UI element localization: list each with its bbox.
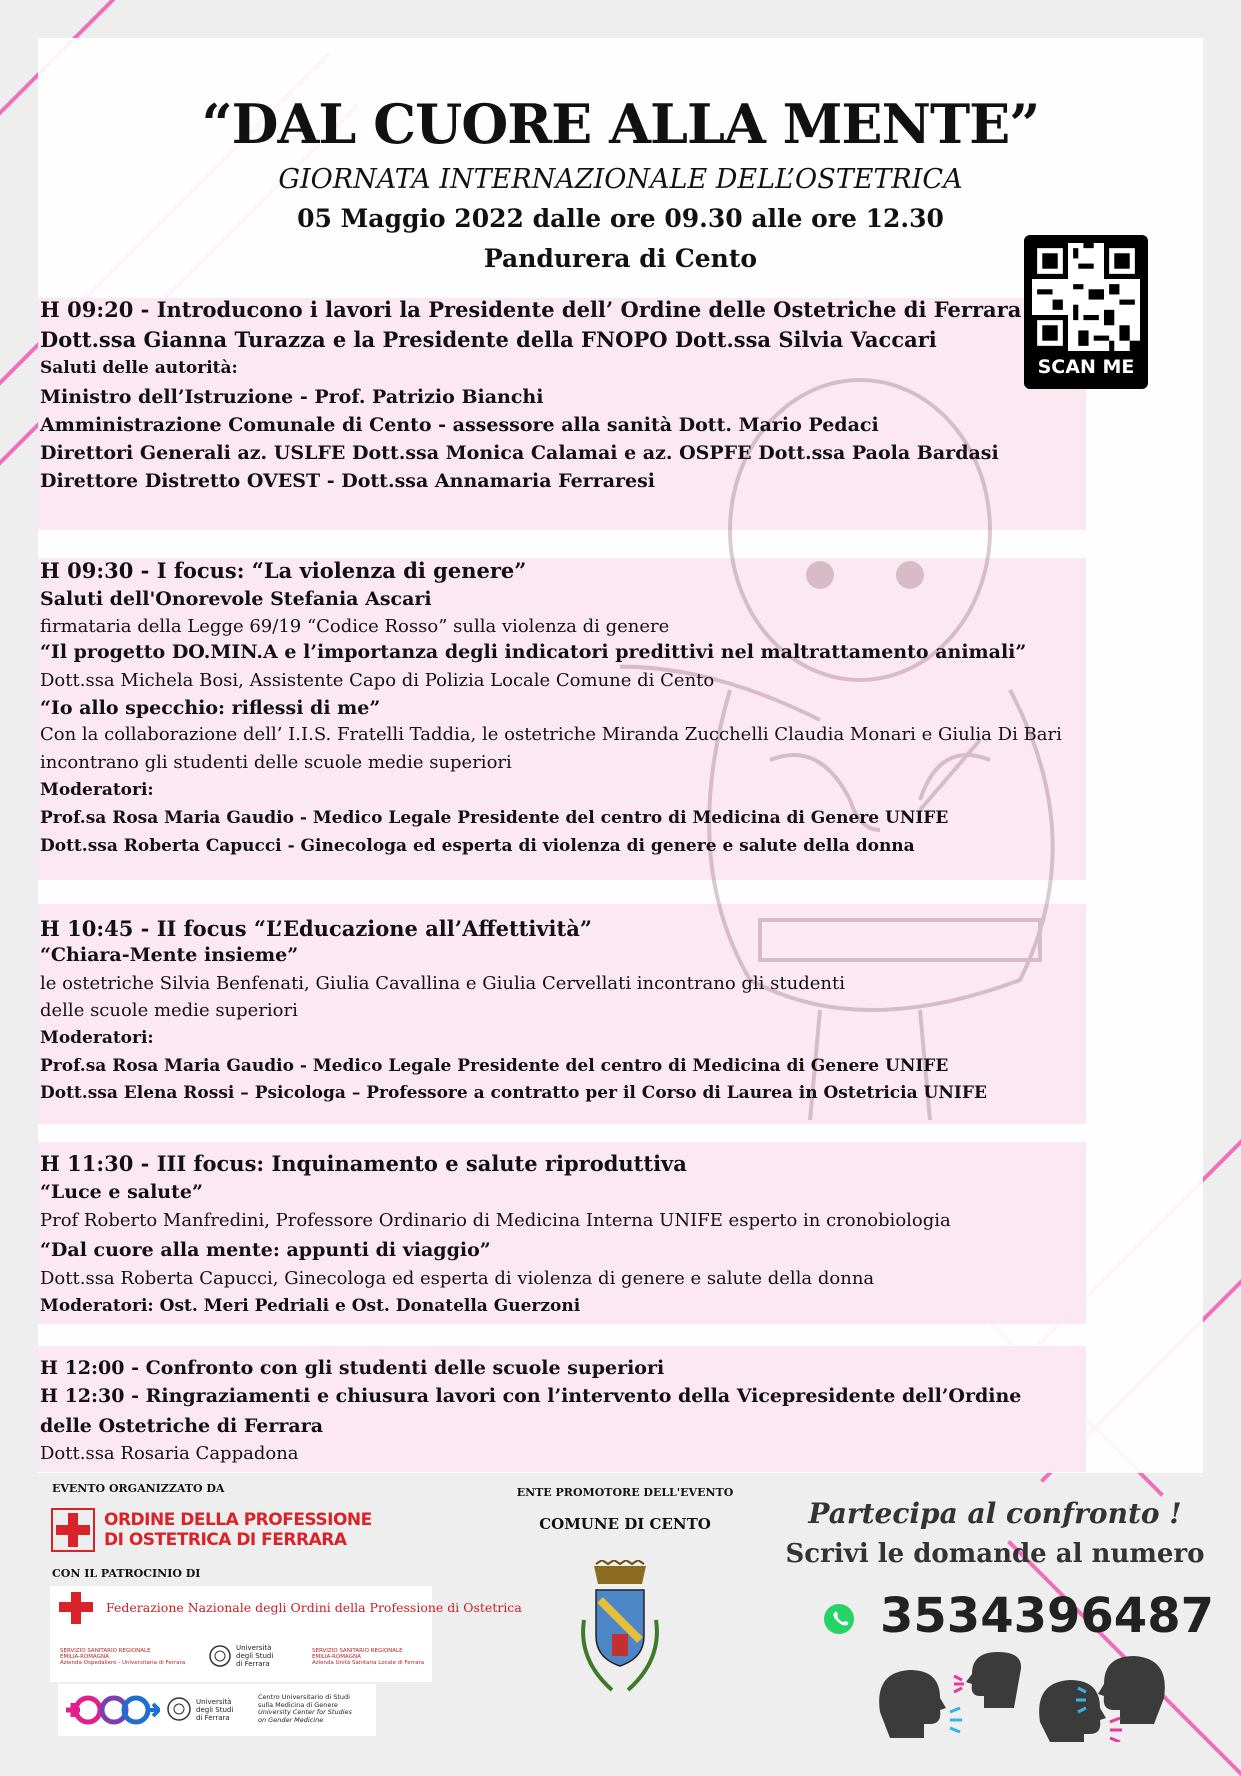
qr-label: SCAN ME xyxy=(1037,356,1135,378)
event-subtitle: GIORNATA INTERNAZIONALE DELL’OSTETRICA xyxy=(278,164,963,195)
figure-eye xyxy=(806,561,834,589)
program-line: Dott.ssa Elena Rossi – Psicologa – Professore a contratto per il Corso di Laurea in Ostetricia UNIFE xyxy=(40,1083,987,1103)
program-line: Moderatori: xyxy=(40,1028,154,1048)
unife-logo-text: Università degli Studi di Ferrara xyxy=(196,1698,234,1722)
qr-pattern xyxy=(1032,243,1140,351)
program-line: Dott.ssa Michela Bosi, Assistente Capo di Polizia Locale Comune di Cento xyxy=(40,670,715,691)
program-line: Moderatori: xyxy=(40,780,154,800)
program-line: Saluti delle autorità: xyxy=(40,358,238,378)
program-line: H 11:30 - III focus: Inquinamento e salute riproduttiva xyxy=(40,1151,687,1176)
program-line: delle Ostetriche di Ferrara xyxy=(40,1415,324,1437)
patronage-logos xyxy=(50,1586,522,1682)
organized-by-label: EVENTO ORGANIZZATO DA xyxy=(52,1482,225,1495)
gender-symbol-icon xyxy=(64,1692,160,1728)
program-line: Prof Roberto Manfredini, Professore Ordinario di Medicina Interna UNIFE esperto in cronobiologia xyxy=(40,1210,951,1231)
organizer-name-line2: DI OSTETRICA DI FERRARA xyxy=(104,1530,347,1550)
qr-code[interactable] xyxy=(1024,235,1148,389)
unife-seal-icon xyxy=(208,1644,232,1668)
speaking-heads-icon xyxy=(870,1652,1170,1742)
program-line: H 10:45 - II focus “L’Educazione all’Affettività” xyxy=(40,916,592,941)
program-line: le ostetriche Silvia Benfenati, Giulia Cavallina e Giulia Cervellati incontrano gli studenti xyxy=(40,973,845,994)
program-line: “Luce e salute” xyxy=(40,1181,203,1203)
program-line: Ministro dell’Istruzione - Prof. Patrizio Bianchi xyxy=(40,386,544,408)
event-date: 05 Maggio 2022 dalle ore 09.30 alle ore 12.30 xyxy=(297,204,944,233)
program-line: H 09:30 - I focus: “La violenza di genere” xyxy=(40,558,527,583)
comune-name: COMUNE DI CENTO xyxy=(539,1515,711,1533)
patronage-label: CON IL PATROCINIO DI xyxy=(52,1567,201,1580)
program-line: Dott.ssa Roberta Capucci, Ginecologa ed esperta di violenza di genere e salute della donna xyxy=(40,1268,875,1289)
ssr-logo-aou: SERVIZIO SANITARIO REGIONALE EMILIA-ROMAGNA Azienda Ospedaliero - Universitaria di Ferrara xyxy=(60,1648,186,1666)
unife-seal-icon xyxy=(166,1696,192,1722)
knitting-figure-illustration xyxy=(620,360,1180,1140)
organizer-name xyxy=(104,1510,372,1550)
program-line: H 12:30 - Ringraziamenti e chiusura lavori con l’intervento della Vicepresidente dell’Ordine xyxy=(40,1385,1022,1407)
whatsapp-icon xyxy=(822,1602,856,1636)
event-place: Pandurera di Cento xyxy=(483,244,758,273)
ssr-logo-ausl: SERVIZIO SANITARIO REGIONALE EMILIA-ROMAGNA Azienda Unità Sanitaria Locale di Ferrara xyxy=(312,1648,425,1666)
program-line: Dott.ssa Roberta Capucci - Ginecologa ed esperta di violenza di genere e salute della donna xyxy=(40,836,915,856)
program-line: Direttore Distretto OVEST - Dott.ssa Annamaria Ferraresi xyxy=(40,470,656,492)
program-line: delle scuole medie superiori xyxy=(40,1000,298,1021)
program-line: Amministrazione Comunale di Cento - assessore alla sanità Dott. Mario Pedaci xyxy=(40,414,879,436)
scrivi-heading: Scrivi le domande al numero xyxy=(785,1539,1205,1569)
program-line: Con la collaborazione dell’ I.I.S. Fratelli Taddia, le ostetriche Miranda Zucchelli Claudia Monari e Giulia Di Bari xyxy=(40,724,1062,745)
gender-medicine-logos xyxy=(58,1684,376,1736)
event-title: “DAL CUORE ALLA MENTE” xyxy=(201,92,1040,156)
program-line: Dott.ssa Rosaria Cappadona xyxy=(40,1443,299,1464)
program-line: firmataria della Legge 69/19 “Codice Rosso” sulla violenza di genere xyxy=(40,616,670,637)
phone-number[interactable]: 3534396487 xyxy=(880,1588,1214,1644)
program-line: “Il progetto DO.MIN.A e l’importanza degli indicatori predittivi nel maltrattamento animali” xyxy=(40,641,1027,663)
program-line: incontrano gli studenti delle scuole medie superiori xyxy=(40,752,512,773)
fnopo-logo xyxy=(54,1590,100,1630)
comune-cento-crest xyxy=(570,1560,670,1700)
program-line: Saluti dell'Onorevole Stefania Ascari xyxy=(40,588,432,610)
promoter-label: ENTE PROMOTORE DELL'EVENTO xyxy=(516,1486,734,1499)
program-line: H 09:20 - Introducono i lavori la Presidente dell’ Ordine delle Ostetriche di Ferrara xyxy=(40,297,1022,322)
program-line: H 12:00 - Confronto con gli studenti delle scuole superiori xyxy=(40,1357,665,1379)
figure-eye xyxy=(896,561,924,589)
fnopo-name: Federazione Nazionale degli Ordini della Professione di Ostetrica xyxy=(106,1600,522,1615)
program-line: Prof.sa Rosa Maria Gaudio - Medico Legale Presidente del centro di Medicina di Genere UNIFE xyxy=(40,1056,949,1076)
program-line: Dott.ssa Gianna Turazza e la Presidente della FNOPO Dott.ssa Silvia Vaccari xyxy=(40,327,937,352)
program-line: Direttori Generali az. USLFE Dott.ssa Monica Calamai e az. OSPFE Dott.ssa Paola Bardasi xyxy=(40,442,999,464)
organizer-name-line1: ORDINE DELLA PROFESSIONE xyxy=(104,1510,372,1530)
program-line: “Io allo specchio: riflessi di me” xyxy=(40,697,381,719)
program-line: Moderatori: Ost. Meri Pedriali e Ost. Donatella Guerzoni xyxy=(40,1296,581,1316)
program-line: “Dal cuore alla mente: appunti di viaggio” xyxy=(40,1239,491,1261)
ordine-ferrara-logo xyxy=(50,1507,96,1553)
program-line: “Chiara-Mente insieme” xyxy=(40,944,299,966)
partecipa-heading: Partecipa al confronto ! xyxy=(808,1497,1182,1530)
program-line: Prof.sa Rosa Maria Gaudio - Medico Legale Presidente del centro di Medicina di Genere UNIFE xyxy=(40,808,949,828)
unife-logo-text: Università degli Studi di Ferrara xyxy=(236,1644,274,1668)
gender-center-text: Centro Universitario di Studi sulla Medicina di Genere University Center for Studies on Gender Medicine xyxy=(258,1693,352,1724)
